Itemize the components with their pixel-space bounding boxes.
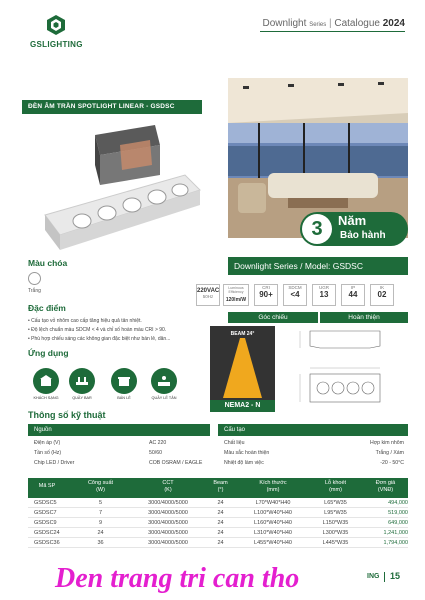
footer-tail-text: ING xyxy=(367,573,380,580)
spec-ik: IK 02 xyxy=(370,284,394,306)
table-header-cell: Lỗ khoét (mm) xyxy=(324,480,347,493)
brand-name: GSLIGHTING xyxy=(30,40,83,49)
product-image xyxy=(40,120,210,260)
source-row: Tần số (Hz) 50/60 xyxy=(34,450,162,456)
structure-row: Chất liệu Hợp kim nhôm xyxy=(224,440,404,446)
hotel-icon xyxy=(33,368,59,394)
features-title: Đặc điểm xyxy=(28,303,66,313)
color-label: Trắng xyxy=(28,288,41,294)
application-bar: QUẦY BAR xyxy=(66,368,98,400)
feature-item: • Phù hợp chiếu sáng các không gian đặc biệt như bán lẻ, dân... xyxy=(28,336,171,342)
bar-icon xyxy=(69,368,95,394)
color-swatch-white xyxy=(28,272,41,285)
technical-drawing xyxy=(290,326,408,411)
feature-item: • Độ lệch chuẩn màu SDCM < 4 và chỉ số hoàn màu CRI > 90. xyxy=(28,327,167,333)
structure-row: Màu sắc hoàn thiện Trắng / Xám xyxy=(224,450,404,456)
warranty-line1: Năm xyxy=(338,213,367,228)
warranty-line2: Bảo hành xyxy=(340,230,386,241)
beam-angle-bar: Góc chiếu xyxy=(228,312,318,323)
table-header-cell: Beam (°) xyxy=(213,480,228,493)
spec-ip: IP 44 xyxy=(341,284,365,306)
spec-ugr: UGR 13 xyxy=(312,284,336,306)
header-section: Downlight xyxy=(262,18,307,29)
source-section-title: Nguồn xyxy=(28,424,210,436)
beam-diagram xyxy=(210,326,275,411)
table-row: GSDSC9 9 3000/4000/5000 24 L160*W40*H40 L150*W35 649,000 xyxy=(28,518,408,528)
table-row: GSDSC5 5 3000/4000/5000 24 L70*W40*H40 L65*W35 494,000 xyxy=(28,498,408,508)
table-header-cell: Mã SP xyxy=(38,483,56,489)
table-row: GSDSC36 36 3000/4000/5000 24 L455*W40*H40 L445*W35 1,794,000 xyxy=(28,538,408,548)
header-year: 2024 xyxy=(382,18,405,29)
structure-section-title: Cấu tạo xyxy=(218,424,408,436)
header-series: Series xyxy=(309,22,327,28)
table-row: GSDSC24 24 3000/4000/5000 24 L310*W40*H40 L300*W35 1,241,000 xyxy=(28,528,408,538)
spec-efficiency: Luminous Efficiency 120lm/W xyxy=(223,284,249,306)
beam-label: BEAM 24° xyxy=(230,331,255,337)
table-header xyxy=(28,478,408,498)
catalogue-header: Downlight Series | Catalogue 2024 xyxy=(262,18,405,29)
model-bar: Downlight Series / Model: GSDSC xyxy=(228,257,408,275)
table-header-cell: Kích thước (mm) xyxy=(259,480,287,493)
source-row: Điện áp (V) AC 220 xyxy=(34,440,167,446)
spec-cri: CRI 90+ xyxy=(254,284,278,306)
header-catalogue: Catalogue xyxy=(334,18,380,29)
warranty-years: 3 xyxy=(302,214,332,244)
nema-label: NEMA2 - N xyxy=(210,400,275,412)
color-title: Màu chóa xyxy=(28,258,68,268)
table-row: GSDSC7 7 3000/4000/5000 24 L100*W40*H40 L95*W35 519,000 xyxy=(28,508,408,518)
tech-spec-title: Thông số kỹ thuật xyxy=(28,410,106,420)
application-reception: QUẦY LỄ TÂN xyxy=(148,368,180,400)
header-divider xyxy=(260,31,405,32)
reception-icon xyxy=(151,368,177,394)
application-retail: BÁN LẺ xyxy=(108,368,140,400)
structure-row: Nhiệt độ làm việc -20 - 50°C xyxy=(224,460,404,466)
table-header-cell: CCT (K) xyxy=(162,480,174,493)
spec-power: 220VAC 50Hz xyxy=(196,284,220,306)
watermark-text: Den trang tri can tho xyxy=(55,563,300,594)
table-header-cell: Công suất (W) xyxy=(87,480,114,493)
finish-bar: Hoàn thiện xyxy=(320,312,408,323)
spec-sdcm: SDCM <4 xyxy=(283,284,307,306)
application-hotel: KHÁCH SẠNG xyxy=(30,368,62,400)
feature-item: • Cấu tạo vỏ nhôm cao cấp tăng hiệu quả tản nhiệt. xyxy=(28,318,142,324)
product-title: ĐÈN ÂM TRẦN SPOTLIGHT LINEAR - GSDSC xyxy=(22,100,202,114)
retail-icon xyxy=(111,368,137,394)
table-header-cell: Đơn giá (VNĐ) xyxy=(375,480,396,493)
brand-logo-icon xyxy=(45,14,67,36)
source-row: Chip LED / Driver COB OSRAM / EAGLE xyxy=(34,460,203,466)
applications-title: Ứng dụng xyxy=(28,348,69,358)
page-number: 15 xyxy=(390,571,401,581)
footer-divider xyxy=(384,572,385,582)
